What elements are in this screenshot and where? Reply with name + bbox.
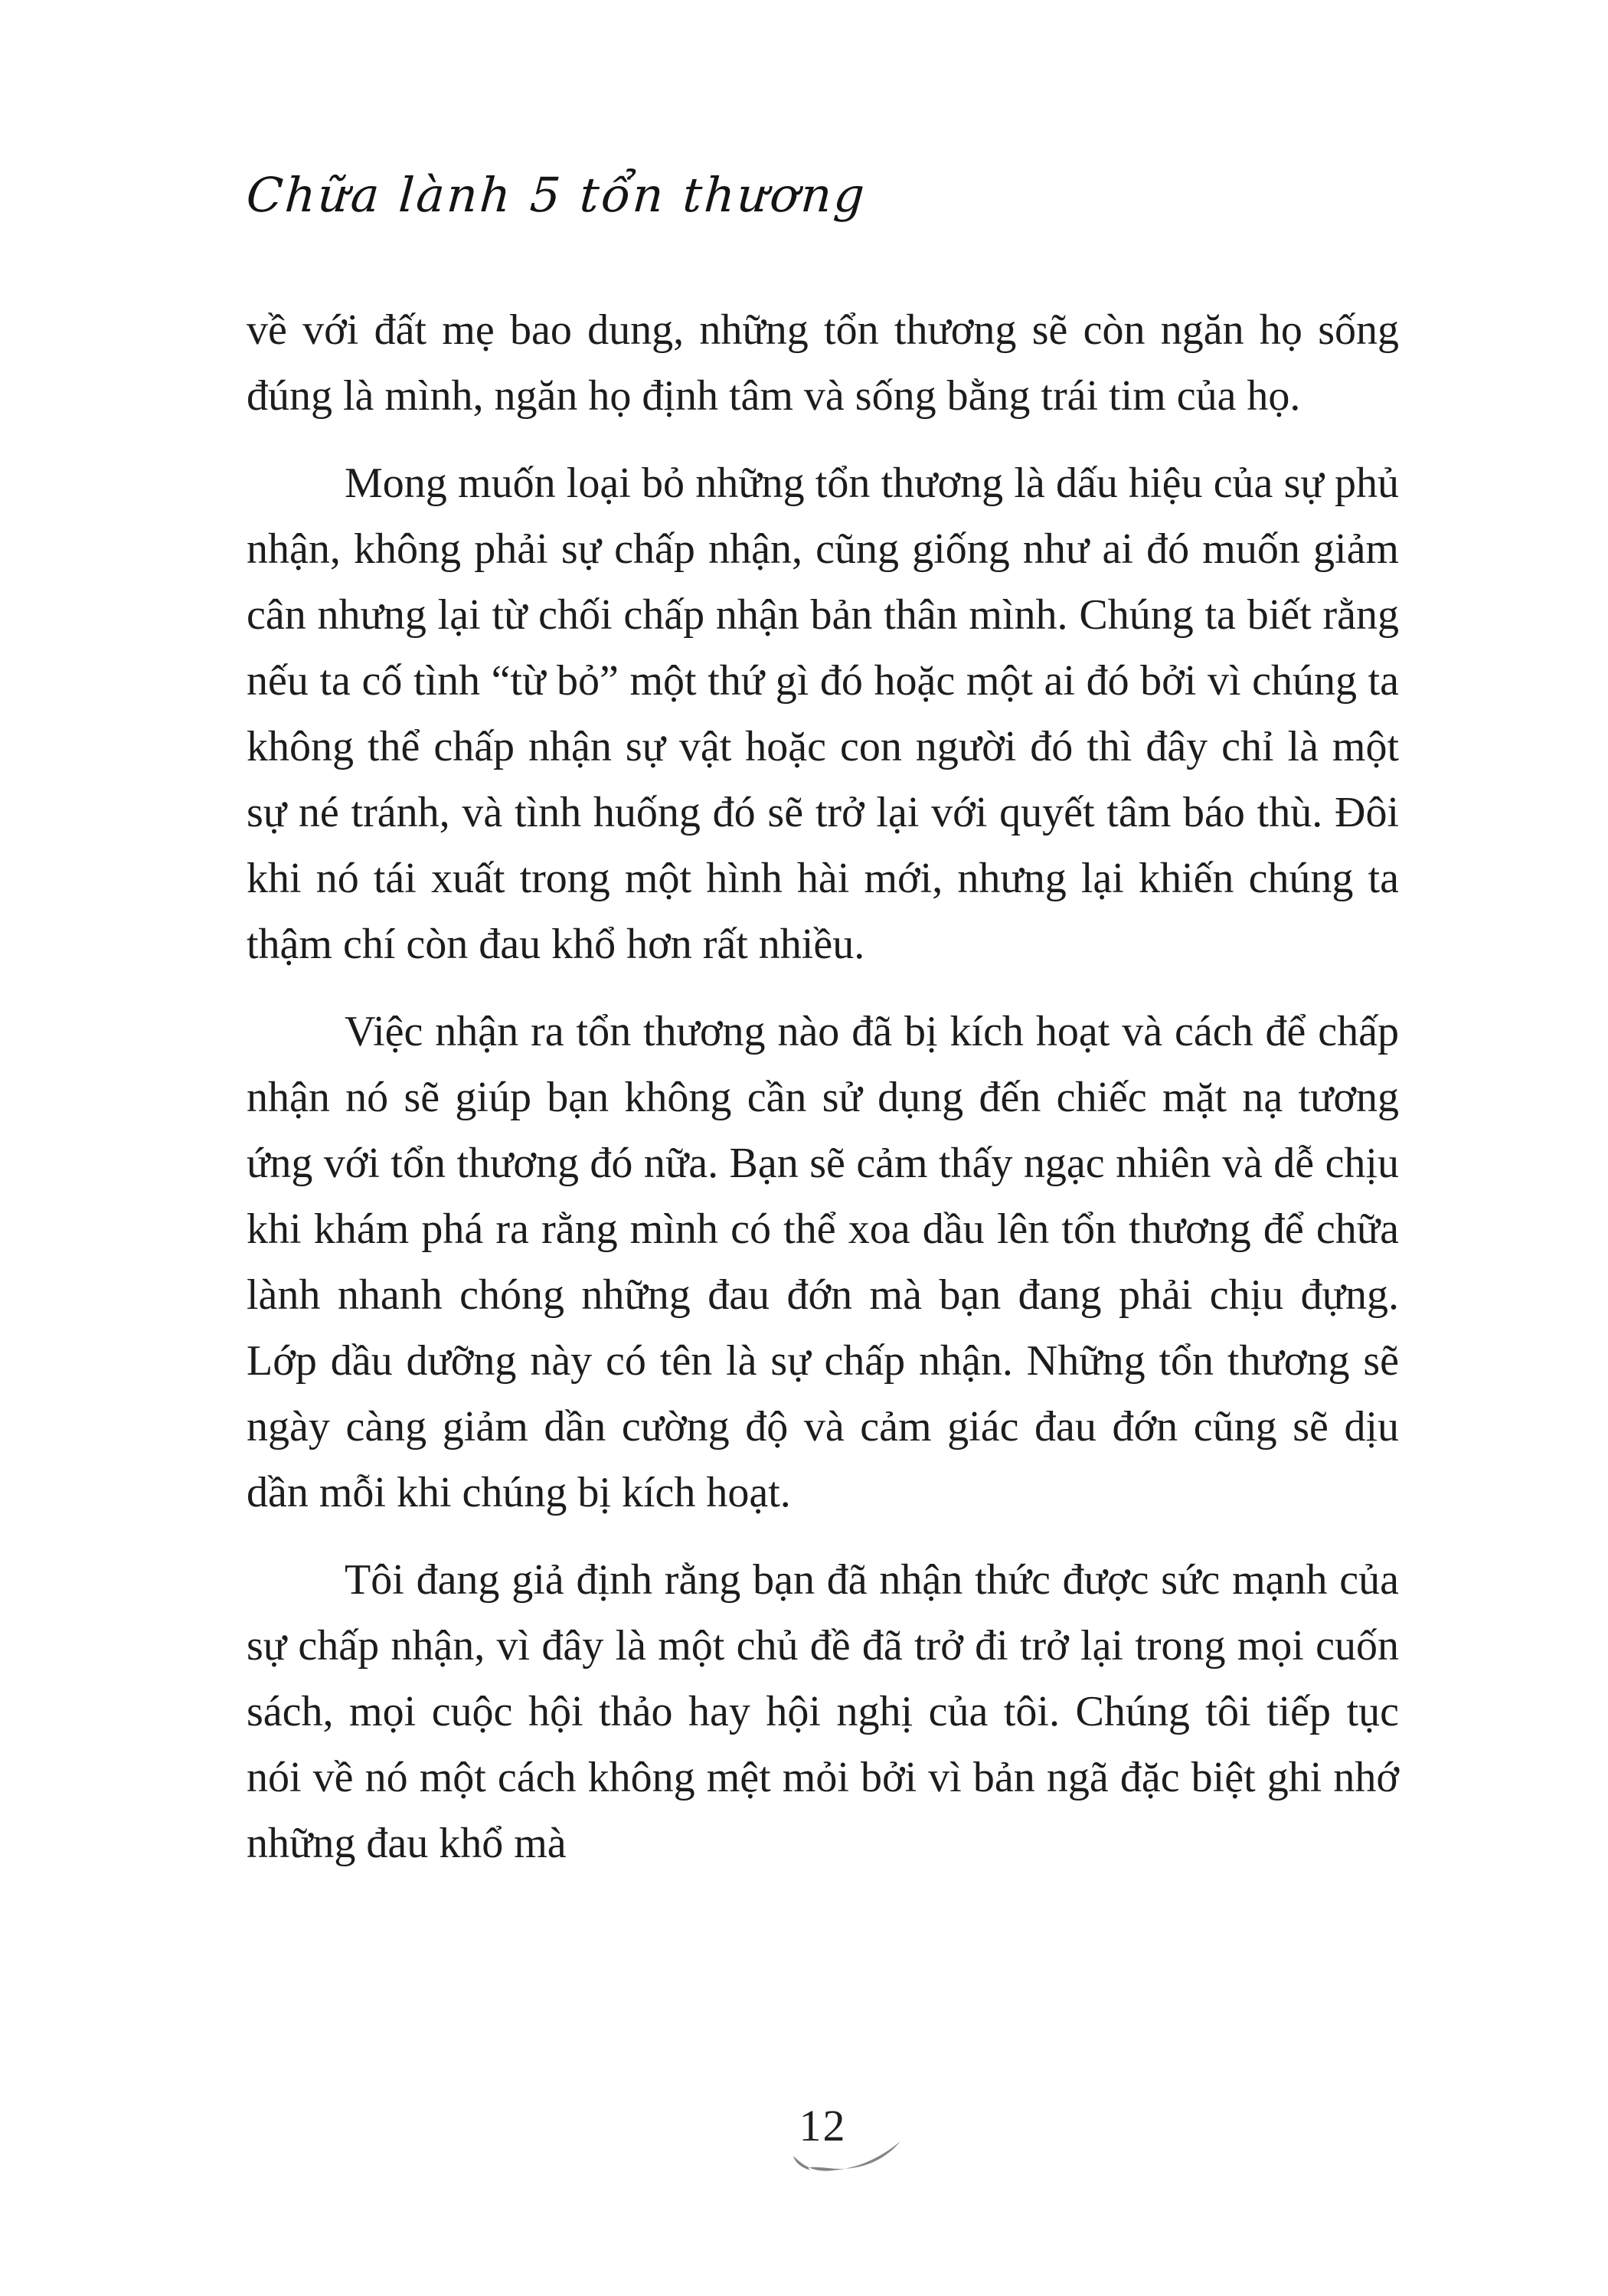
swoosh-flourish-icon bbox=[789, 2139, 904, 2173]
paragraph: Mong muốn loại bỏ những tổn thương là dấu hiệu của sự phủ nhận, không phải sự chấp nhận, cũng giống như ai đó muốn giảm cân nhưng lại từ chối chấp nhận bản thân mình. Chúng ta biết rằng nếu ta cố tình “từ bỏ” một thứ gì đó hoặc một ai đó bởi vì chúng ta không thể chấp nhận sự vật hoặc con người đó thì đây chỉ là một sự né tránh, và tình huống đó sẽ trở lại với quyết tâm báo thù. Đôi khi nó tái xuất trong một hình hài mới, nhưng lại khiến chúng ta thậm chí còn đau khổ hơn rất nhiều. bbox=[247, 460, 1399, 968]
page-footer bbox=[247, 2100, 1399, 2173]
paragraph: Việc nhận ra tổn thương nào đã bị kích hoạt và cách để chấp nhận nó sẽ giúp bạn không cần sử dụng đến chiếc mặt nạ tương ứng với tổn thương đó nữa. Bạn sẽ cảm thấy ngạc nhiên và dễ chịu khi khám phá ra rằng mình có thể xoa dầu lên tổn thương để chữa lành nhanh chóng những đau đớn mà bạn đang phải chịu đựng. Lớp dầu dưỡng này có tên là sự chấp nhận. Những tổn thương sẽ ngày càng giảm dần cường độ và cảm giác đau đớn cũng sẽ dịu dần mỗi khi chúng bị kích hoạt. bbox=[247, 1008, 1399, 1516]
body-text bbox=[247, 297, 1399, 1898]
running-header-title: Chữa lành 5 tổn thương bbox=[244, 167, 869, 223]
paragraph: Tôi đang giả định rằng bạn đã nhận thức được sức mạnh của sự chấp nhận, vì đây là một chủ đề đã trở đi trở lại trong mọi cuốn sách, mọi cuộc hội thảo hay hội nghị của tôi. Chúng tôi tiếp tục nói về nó một cách không mệt mỏi bởi vì bản ngã đặc biệt ghi nhớ những đau khổ mà bbox=[247, 1556, 1399, 1867]
page-number: 12 bbox=[799, 2101, 847, 2150]
paragraph: về với đất mẹ bao dung, những tổn thương sẽ còn ngăn họ sống đúng là mình, ngăn họ định tâm và sống bằng trái tim của họ. bbox=[247, 306, 1399, 420]
swoosh-flourish-path bbox=[793, 2141, 900, 2171]
